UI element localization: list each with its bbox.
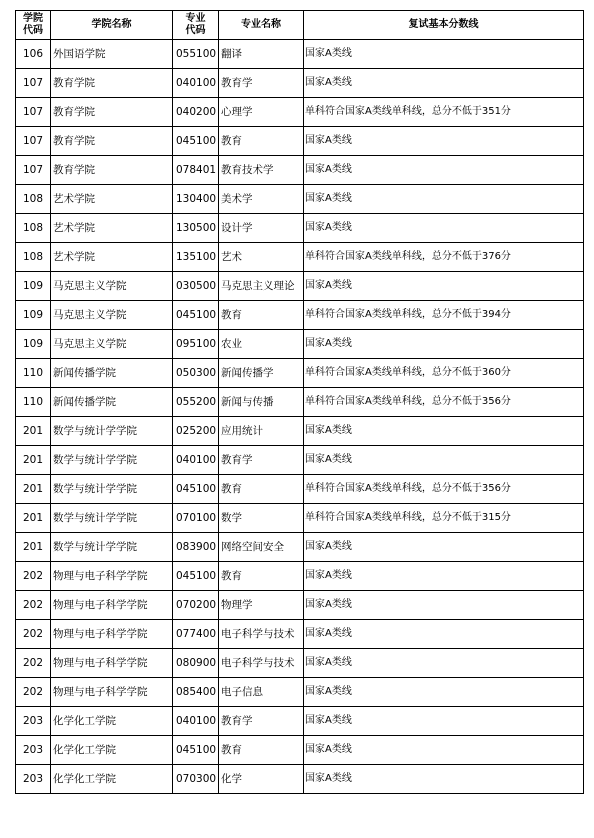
cell-college-code: 201 — [16, 533, 51, 562]
table-row — [16, 272, 584, 301]
cell-major-name: 教育 — [219, 127, 304, 156]
cell-major-code: 045100 — [173, 736, 219, 765]
cell-major-code: 045100 — [173, 475, 219, 504]
cell-major-code: 040100 — [173, 69, 219, 98]
cell-college-name: 马克思主义学院 — [51, 330, 173, 359]
cell-college-code: 108 — [16, 185, 51, 214]
cell-college-code: 109 — [16, 272, 51, 301]
header-college-code: 学院代码 — [16, 11, 51, 40]
cell-college-name: 物理与电子科学学院 — [51, 562, 173, 591]
table-row — [16, 620, 584, 649]
cell-college-code: 201 — [16, 417, 51, 446]
cell-major-code: 055200 — [173, 388, 219, 417]
cell-requirement: 国家A类线 — [304, 272, 584, 301]
cell-requirement: 国家A类线 — [304, 620, 584, 649]
cell-requirement: 国家A类线 — [304, 127, 584, 156]
cell-major-name: 翻译 — [219, 40, 304, 69]
cell-major-code: 135100 — [173, 243, 219, 272]
cell-college-name: 化学化工学院 — [51, 707, 173, 736]
cell-college-code: 106 — [16, 40, 51, 69]
cell-college-code: 108 — [16, 243, 51, 272]
table-row — [16, 591, 584, 620]
cell-major-code: 070300 — [173, 765, 219, 794]
cell-requirement: 单科符合国家A类线单科线，总分不低于315分 — [304, 504, 584, 533]
cell-requirement: 单科符合国家A类线单科线，总分不低于356分 — [304, 388, 584, 417]
table-row — [16, 504, 584, 533]
table-row — [16, 765, 584, 794]
cell-major-name: 物理学 — [219, 591, 304, 620]
cell-major-code: 055100 — [173, 40, 219, 69]
cell-major-code: 025200 — [173, 417, 219, 446]
cell-college-name: 教育学院 — [51, 156, 173, 185]
cell-major-code: 130500 — [173, 214, 219, 243]
cell-requirement: 国家A类线 — [304, 214, 584, 243]
cell-college-code: 203 — [16, 765, 51, 794]
cell-major-code: 130400 — [173, 185, 219, 214]
cell-requirement: 国家A类线 — [304, 736, 584, 765]
cell-college-name: 艺术学院 — [51, 243, 173, 272]
cell-requirement: 国家A类线 — [304, 649, 584, 678]
cell-college-code: 107 — [16, 98, 51, 127]
cell-requirement: 国家A类线 — [304, 40, 584, 69]
cell-requirement: 国家A类线 — [304, 156, 584, 185]
cell-requirement: 国家A类线 — [304, 765, 584, 794]
cell-major-name: 电子信息 — [219, 678, 304, 707]
cell-major-name: 教育学 — [219, 707, 304, 736]
cell-major-name: 电子科学与技术 — [219, 649, 304, 678]
cell-major-name: 新闻与传播 — [219, 388, 304, 417]
table-row — [16, 417, 584, 446]
table-header-row — [16, 11, 584, 40]
cell-major-code: 045100 — [173, 562, 219, 591]
cell-college-name: 数学与统计学学院 — [51, 417, 173, 446]
cell-college-name: 新闻传播学院 — [51, 388, 173, 417]
cell-major-code: 077400 — [173, 620, 219, 649]
cell-major-code: 030500 — [173, 272, 219, 301]
cell-major-name: 电子科学与技术 — [219, 620, 304, 649]
cell-major-name: 教育学 — [219, 446, 304, 475]
cell-college-name: 教育学院 — [51, 69, 173, 98]
cell-major-name: 教育技术学 — [219, 156, 304, 185]
cell-college-name: 物理与电子科学学院 — [51, 649, 173, 678]
cell-college-name: 马克思主义学院 — [51, 272, 173, 301]
table-row — [16, 707, 584, 736]
cell-college-code: 202 — [16, 591, 51, 620]
cell-requirement: 国家A类线 — [304, 417, 584, 446]
cell-requirement: 国家A类线 — [304, 446, 584, 475]
cell-major-name: 应用统计 — [219, 417, 304, 446]
table-body — [16, 40, 584, 794]
cell-major-code: 078401 — [173, 156, 219, 185]
table-row — [16, 562, 584, 591]
header-major-code: 专业代码 — [173, 11, 219, 40]
table-row — [16, 127, 584, 156]
header-major-name: 专业名称 — [219, 11, 304, 40]
cell-college-code: 107 — [16, 69, 51, 98]
cell-requirement: 国家A类线 — [304, 533, 584, 562]
cell-major-name: 设计学 — [219, 214, 304, 243]
cell-major-code: 070200 — [173, 591, 219, 620]
cell-college-code: 109 — [16, 301, 51, 330]
cell-college-name: 教育学院 — [51, 98, 173, 127]
cell-major-name: 艺术 — [219, 243, 304, 272]
cell-college-code: 203 — [16, 707, 51, 736]
cell-requirement: 国家A类线 — [304, 678, 584, 707]
cell-college-name: 物理与电子科学学院 — [51, 620, 173, 649]
cell-major-code: 040100 — [173, 707, 219, 736]
cell-college-name: 数学与统计学学院 — [51, 533, 173, 562]
cell-requirement: 单科符合国家A类线单科线，总分不低于351分 — [304, 98, 584, 127]
cell-major-code: 083900 — [173, 533, 219, 562]
cell-college-code: 202 — [16, 562, 51, 591]
cell-college-name: 化学化工学院 — [51, 765, 173, 794]
cell-requirement: 国家A类线 — [304, 185, 584, 214]
table-row — [16, 185, 584, 214]
cell-requirement: 单科符合国家A类线单科线，总分不低于360分 — [304, 359, 584, 388]
cell-college-name: 数学与统计学学院 — [51, 446, 173, 475]
cell-college-code: 203 — [16, 736, 51, 765]
table-row — [16, 475, 584, 504]
table-row — [16, 243, 584, 272]
cell-college-name: 外国语学院 — [51, 40, 173, 69]
cell-college-code: 202 — [16, 649, 51, 678]
cell-requirement: 国家A类线 — [304, 707, 584, 736]
cell-college-name: 艺术学院 — [51, 214, 173, 243]
cell-major-code: 070100 — [173, 504, 219, 533]
cell-requirement: 单科符合国家A类线单科线，总分不低于356分 — [304, 475, 584, 504]
cell-major-code: 040200 — [173, 98, 219, 127]
cell-major-name: 美术学 — [219, 185, 304, 214]
cell-major-name: 教育 — [219, 736, 304, 765]
cell-major-code: 040100 — [173, 446, 219, 475]
cell-major-code: 095100 — [173, 330, 219, 359]
table-row — [16, 388, 584, 417]
cell-college-name: 物理与电子科学学院 — [51, 678, 173, 707]
cell-college-code: 201 — [16, 475, 51, 504]
table-row — [16, 678, 584, 707]
cell-college-code: 107 — [16, 156, 51, 185]
cell-college-code: 109 — [16, 330, 51, 359]
cell-major-name: 马克思主义理论 — [219, 272, 304, 301]
table-row — [16, 359, 584, 388]
cell-major-name: 网络空间安全 — [219, 533, 304, 562]
cell-major-name: 教育 — [219, 301, 304, 330]
table-row — [16, 736, 584, 765]
cell-college-name: 马克思主义学院 — [51, 301, 173, 330]
cell-requirement: 国家A类线 — [304, 330, 584, 359]
cell-requirement: 国家A类线 — [304, 562, 584, 591]
cell-major-name: 教育 — [219, 562, 304, 591]
cell-major-code: 045100 — [173, 127, 219, 156]
cell-major-code: 050300 — [173, 359, 219, 388]
cell-college-name: 化学化工学院 — [51, 736, 173, 765]
cell-college-name: 物理与电子科学学院 — [51, 591, 173, 620]
cell-major-code: 045100 — [173, 301, 219, 330]
table-row — [16, 330, 584, 359]
table-row — [16, 301, 584, 330]
cell-college-code: 201 — [16, 446, 51, 475]
cell-major-name: 教育 — [219, 475, 304, 504]
cell-major-name: 教育学 — [219, 69, 304, 98]
cell-major-code: 085400 — [173, 678, 219, 707]
table-row — [16, 649, 584, 678]
cell-college-code: 201 — [16, 504, 51, 533]
cell-college-name: 数学与统计学学院 — [51, 475, 173, 504]
cell-major-name: 农业 — [219, 330, 304, 359]
table-row — [16, 214, 584, 243]
cell-major-name: 数学 — [219, 504, 304, 533]
table-row — [16, 533, 584, 562]
cell-major-code: 080900 — [173, 649, 219, 678]
table-row — [16, 446, 584, 475]
cell-major-name: 化学 — [219, 765, 304, 794]
cell-college-code: 107 — [16, 127, 51, 156]
cell-college-code: 202 — [16, 620, 51, 649]
cell-college-name: 教育学院 — [51, 127, 173, 156]
cell-college-code: 110 — [16, 359, 51, 388]
table-row — [16, 40, 584, 69]
cell-requirement: 单科符合国家A类线单科线，总分不低于376分 — [304, 243, 584, 272]
cell-college-code: 202 — [16, 678, 51, 707]
cell-requirement: 单科符合国家A类线单科线，总分不低于394分 — [304, 301, 584, 330]
cell-major-name: 新闻传播学 — [219, 359, 304, 388]
cell-requirement: 国家A类线 — [304, 69, 584, 98]
cell-college-name: 艺术学院 — [51, 185, 173, 214]
header-college-name: 学院名称 — [51, 11, 173, 40]
cell-college-name: 新闻传播学院 — [51, 359, 173, 388]
cell-college-code: 110 — [16, 388, 51, 417]
score-table — [15, 10, 584, 794]
header-requirement: 复试基本分数线 — [304, 11, 584, 40]
table-row — [16, 156, 584, 185]
score-table-container — [15, 10, 584, 794]
cell-major-name: 心理学 — [219, 98, 304, 127]
table-row — [16, 69, 584, 98]
cell-requirement: 国家A类线 — [304, 591, 584, 620]
cell-college-name: 数学与统计学学院 — [51, 504, 173, 533]
cell-college-code: 108 — [16, 214, 51, 243]
table-row — [16, 98, 584, 127]
